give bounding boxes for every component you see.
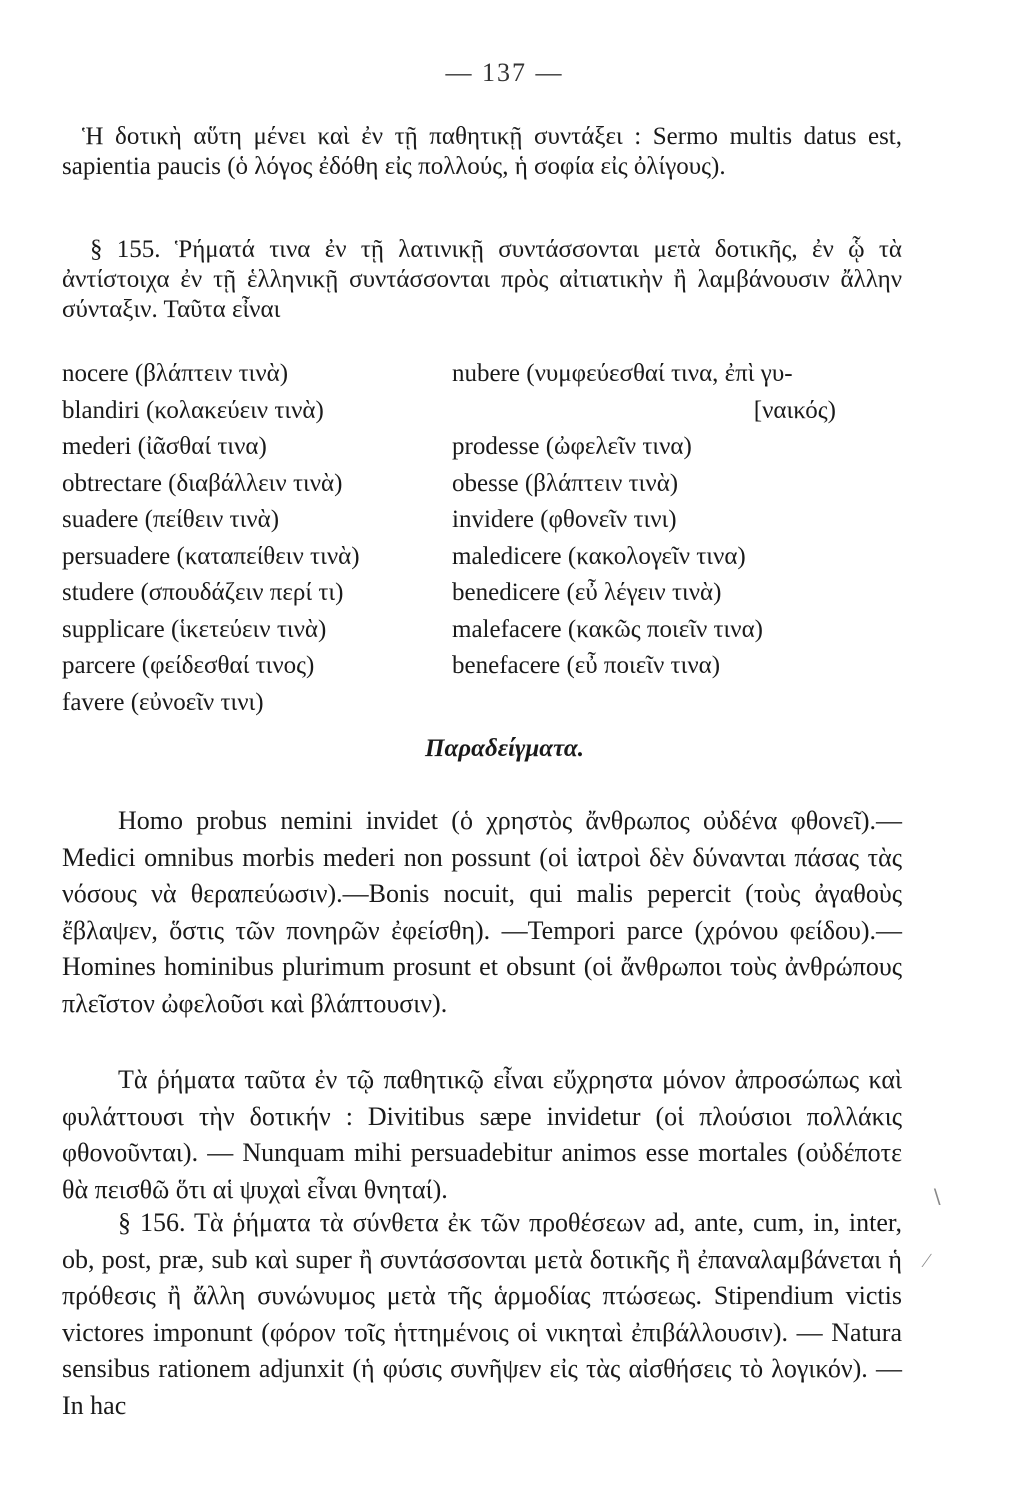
verb-item-continuation: [ναικός) (753, 396, 836, 424)
intro-paragraph: Ἡ δοτικὴ αὕτη μένει καὶ ἐν τῇ παθητικῇ συντάξει : Sermo multis datus est, sapientia paucis (ὁ λόγος ἐδόθη εἰς πολλούς, ἡ σοφία εἰς ὀλίγους). (62, 123, 902, 180)
verb-item: maledicere (κακολογεῖν τινα) (452, 542, 746, 570)
section-156-paragraph: § 156. Τὰ ῥήματα τὰ σύνθετα ἐκ τῶν προθέσεων ad, ante, cum, in, inter, ob, post, præ, sub καὶ super ἢ συντάσσονται μετὰ δοτικῆς ἢ ἐπαναλαμβάνεται ἡ πρόθεσις ἢ ἄλλη συνώνυμος μετὰ τῆς ἁρμοδίας πτώσεως. Stipendium victis victores imponunt (φόρον τοῖς ἡττημένοις οἱ νικηταὶ ἐπιβάλλουσιν). — Natura sensibus rationem adjunxit (ἡ φύσις συνῆψεν εἰς τὰς αἰσθήσεις τὸ λογικόν). — In hac (62, 1208, 902, 1420)
verb-item: obesse (βλάπτειν τινὰ) (452, 469, 679, 497)
page-number: — 137 — (445, 58, 564, 87)
verb-item: nocere (βλάπτειν τινὰ) (62, 360, 289, 387)
verb-item: invidere (φθονεῖν τινι) (452, 506, 677, 533)
verb-item: supplicare (ἱκετεύειν τινὰ) (62, 615, 327, 643)
examples-heading: Παραδείγματα. (425, 735, 584, 762)
margin-tick-mark: ∖ (930, 1187, 943, 1209)
verb-item: blandiri (κολακεύειν τινὰ) (62, 396, 324, 424)
verb-item: parcere (φείδεσθαί τινος) (62, 652, 315, 679)
margin-tick-mark: ∕ (925, 1250, 929, 1272)
verb-item: suadere (πείθειν τινὰ) (62, 506, 280, 533)
verb-item: persuadere (καταπείθειν τινὰ) (62, 542, 360, 570)
verb-item: mederi (ἰᾶσθαί τινα) (62, 433, 267, 460)
verb-list-right-column (452, 356, 922, 685)
verb-item: nubere (νυμφεύεσθαί τινα, ἐπὶ γυ- (452, 360, 793, 387)
verb-item: obtrectare (διαβάλλειν τινὰ) (62, 469, 343, 497)
verb-item: malefacere (κακῶς ποιεῖν τινα) (452, 615, 763, 643)
passive-paragraph: Τὰ ῥήματα ταῦτα ἐν τῷ παθητικῷ εἶναι εὔχρηστα μόνον ἀπροσώπως καὶ φυλάττουσι τὴν δοτικήν : Divitibus sæpe invidetur (οἱ πλούσιοι πολλάκις φθονοῦνται). — Nunquam mihi persuadebitur animos esse mortales (οὐδέποτε θὰ πεισθῶ ὅτι αἱ ψυχαὶ εἶναι θνηταί). (62, 1065, 902, 1204)
verb-item: benefacere (εὖ ποιεῖν τινα) (452, 652, 721, 679)
verb-list-left-column (62, 356, 452, 721)
verb-item: benedicere (εὖ λέγειν τινὰ) (452, 579, 722, 606)
verb-item: prodesse (ὠφελεῖν τινα) (452, 433, 692, 460)
verb-item: favere (εὐνοεῖν τινι) (62, 688, 264, 716)
verb-item: studere (σπουδάζειν περί τι) (62, 579, 344, 606)
section-155-paragraph: § 155. Ῥήματά τινα ἐν τῇ λατινικῇ συντάσσονται μετὰ δοτικῆς, ἐν ᾧ τὰ ἀντίστοιχα ἐν τῇ ἑλληνικῇ συντάσσονται πρὸς αἰτιατικὴν ἢ λαμβάνουσιν ἄλλην σύνταξιν. Ταῦτα εἶναι (62, 236, 902, 323)
examples-paragraph: Homo probus nemini invidet (ὁ χρηστὸς ἄνθρωπος οὐδένα φθονεῖ).—Medici omnibus morbis mederi non possunt (οἱ ἰατροὶ δὲν δύνανται πάσας τὰς νόσους νὰ θεραπεύωσιν).—Bonis nocuit, qui malis pepercit (τοὺς ἀγαθοὺς ἔβλαψεν, ὅστις τῶν πονηρῶν ἐφείσθη). —Tempori parce (χρόνου φείδου).—Homines hominibus plurimum prosunt et obsunt (οἱ ἄνθρωποι τοὺς ἀνθρώπους πλεῖστον ὠφελοῦσι καὶ βλάπτουσιν). (62, 806, 902, 1018)
